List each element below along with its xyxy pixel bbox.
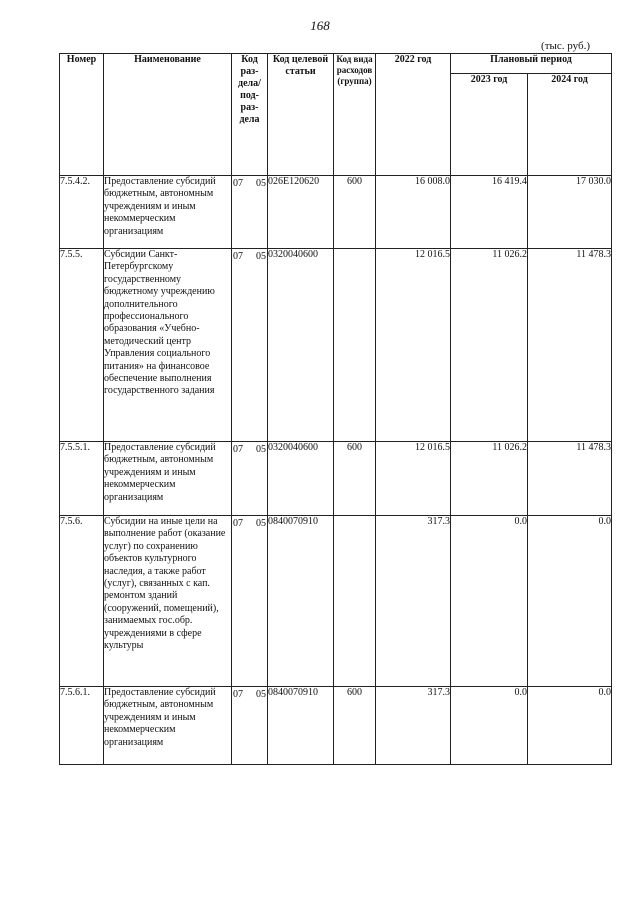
row-section-code bbox=[232, 176, 268, 249]
table-row bbox=[60, 516, 612, 687]
row-amount-2023: 0.0 bbox=[451, 516, 528, 687]
row-target-code: 0840070910 bbox=[268, 516, 334, 687]
row-number: 7.5.5. bbox=[60, 249, 104, 442]
row-razdel: 07 bbox=[233, 178, 243, 189]
row-section-code bbox=[232, 249, 268, 442]
row-section-code bbox=[232, 687, 268, 765]
row-amount-2022: 12 016.5 bbox=[376, 442, 451, 516]
row-podrazdel: 05 bbox=[256, 518, 266, 529]
header-number: Номер bbox=[60, 54, 104, 176]
row-name: Субсидии на иные цели на выполнение работ (оказание услуг) по сохранению объектов культурного наследия, а также работ (услуг), связанных с кап. ремонтом зданий (сооружений, помещений), занимаемых гос.обр. учреждениями в сфере культуры bbox=[104, 516, 232, 687]
row-amount-2022: 16 008.0 bbox=[376, 176, 451, 249]
table-row bbox=[60, 176, 612, 249]
row-amount-2023: 11 026.2 bbox=[451, 249, 528, 442]
row-number: 7.5.5.1. bbox=[60, 442, 104, 516]
row-podrazdel: 05 bbox=[256, 178, 266, 189]
row-amount-2024: 11 478.3 bbox=[528, 249, 612, 442]
row-razdel: 07 bbox=[233, 444, 243, 455]
row-amount-2022: 12 016.5 bbox=[376, 249, 451, 442]
row-amount-2022: 317.3 bbox=[376, 516, 451, 687]
row-amount-2024: 11 478.3 bbox=[528, 442, 612, 516]
header-target-code: Код целевой статьи bbox=[268, 54, 334, 176]
header-section-code: Код раз-дела/ под-раз-дела bbox=[232, 54, 268, 176]
row-expense-code bbox=[334, 516, 376, 687]
row-expense-code bbox=[334, 249, 376, 442]
page-number: 168 bbox=[310, 18, 330, 33]
table-row bbox=[60, 442, 612, 516]
header-2023: 2023 год bbox=[451, 74, 528, 176]
row-name: Субсидии Санкт-Петербургскому государственному бюджетному учреждению дополнительного профессионального образования «Учебно-методический центр Управления социального питания» на финансовое обеспечение выполнения государственного задания bbox=[104, 249, 232, 442]
table-row bbox=[60, 687, 612, 765]
row-target-code: 026E120620 bbox=[268, 176, 334, 249]
row-podrazdel: 05 bbox=[256, 251, 266, 262]
header-planning-period: Плановый период bbox=[451, 54, 612, 74]
row-razdel: 07 bbox=[233, 518, 243, 529]
row-amount-2022: 317.3 bbox=[376, 687, 451, 765]
units-note: (тыс. руб.) bbox=[541, 40, 590, 52]
row-number: 7.5.4.2. bbox=[60, 176, 104, 249]
row-amount-2023: 11 026.2 bbox=[451, 442, 528, 516]
header-expense-code: Код вида расходов (группа) bbox=[334, 54, 376, 176]
table-row bbox=[60, 249, 612, 442]
row-podrazdel: 05 bbox=[256, 689, 266, 700]
row-number: 7.5.6. bbox=[60, 516, 104, 687]
row-expense-code: 600 bbox=[334, 176, 376, 249]
row-amount-2023: 16 419.4 bbox=[451, 176, 528, 249]
row-razdel: 07 bbox=[233, 689, 243, 700]
row-amount-2024: 17 030.0 bbox=[528, 176, 612, 249]
row-section-code bbox=[232, 516, 268, 687]
budget-table bbox=[59, 53, 612, 765]
row-name: Предоставление субсидий бюджетным, автономным учреждениям и иным некоммерческим организациям bbox=[104, 687, 232, 765]
header-2024: 2024 год bbox=[528, 74, 612, 176]
row-target-code: 0840070910 bbox=[268, 687, 334, 765]
row-name: Предоставление субсидий бюджетным, автономным учреждениям и иным некоммерческим организациям bbox=[104, 176, 232, 249]
row-number: 7.5.6.1. bbox=[60, 687, 104, 765]
row-amount-2024: 0.0 bbox=[528, 687, 612, 765]
row-podrazdel: 05 bbox=[256, 444, 266, 455]
row-expense-code: 600 bbox=[334, 442, 376, 516]
row-name: Предоставление субсидий бюджетным, автономным учреждениям и иным некоммерческим организациям bbox=[104, 442, 232, 516]
row-target-code: 0320040600 bbox=[268, 442, 334, 516]
header-name: Наименование bbox=[104, 54, 232, 176]
row-amount-2023: 0.0 bbox=[451, 687, 528, 765]
row-razdel: 07 bbox=[233, 251, 243, 262]
row-section-code bbox=[232, 442, 268, 516]
row-target-code: 0320040600 bbox=[268, 249, 334, 442]
header-2022: 2022 год bbox=[376, 54, 451, 176]
row-expense-code: 600 bbox=[334, 687, 376, 765]
row-amount-2024: 0.0 bbox=[528, 516, 612, 687]
